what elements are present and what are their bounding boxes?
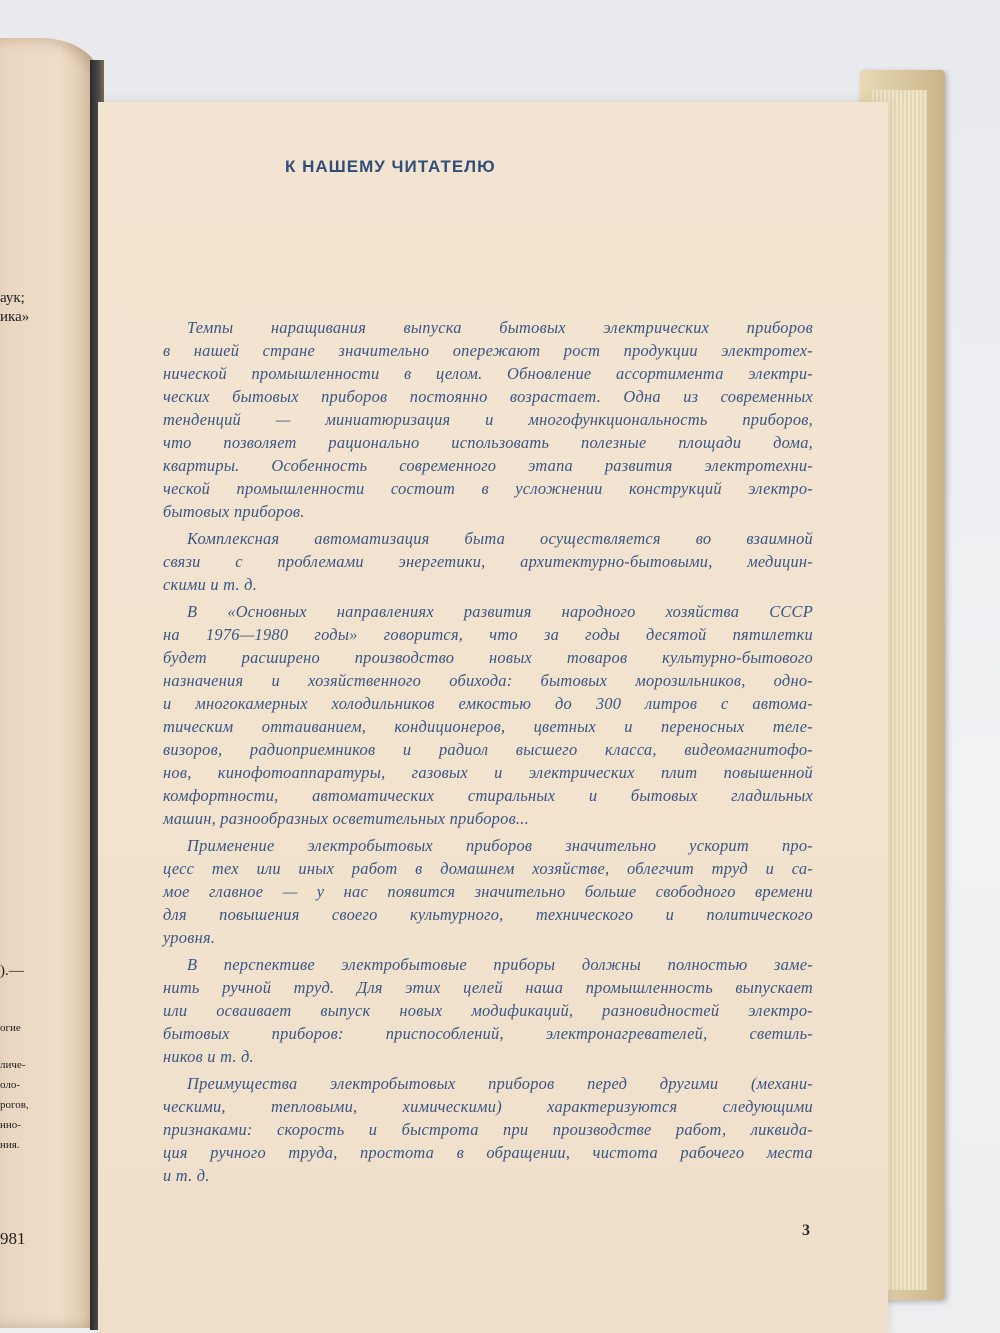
text-line: квартиры. Особенность современного этапа развития электротехни- <box>163 456 813 475</box>
text-line: назначения и хозяйственного обихода: бытовых морозильников, одно- <box>163 671 813 690</box>
left-page-fragment: ).— <box>0 963 24 979</box>
left-page-fragment: ния. <box>0 1139 20 1151</box>
page-heading: К НАШЕМУ ЧИТАТЕЛЮ <box>285 157 496 176</box>
text-line: или осваивает выпуск новых модификаций, разновидностей электро- <box>163 1001 813 1020</box>
left-page-fragment: аук; <box>0 290 25 306</box>
left-page-fragment: личе- <box>0 1059 26 1071</box>
left-page-fragment: огие <box>0 1022 21 1034</box>
text-line: ческой промышленности состоит в усложнении конструкций электро- <box>163 479 813 498</box>
text-line: ников и т. д. <box>163 1047 254 1066</box>
text-line: бытовых приборов: приспособлений, электронагревателей, светиль- <box>163 1024 813 1043</box>
text-line: ческих бытовых приборов постоянно возрастает. Одна из современных <box>163 387 813 406</box>
text-line: Темпы наращивания выпуска бытовых электрических приборов <box>187 318 813 337</box>
body-text <box>163 316 813 1187</box>
text-line: нов, кинофотоаппаратуры, газовых и электрических плит повышенной <box>163 763 813 782</box>
text-line: В «Основных направлениях развития народного хозяйства СССР <box>187 602 813 621</box>
text-line: нить ручной труд. Для этих целей наша промышленность выпускает <box>163 978 813 997</box>
text-line: визоров, радиоприемников и радиол высшего класса, видеомагнитофо- <box>163 740 813 759</box>
text-line: признаками: скорость и быстрота при производстве работ, ликвида- <box>163 1120 813 1139</box>
text-line: мое главное — у нас появится значительно больше свободного времени <box>163 882 813 901</box>
text-line: и многокамерных холодильников емкостью до 300 литров с автома- <box>163 694 813 713</box>
text-line: нической промышленности в целом. Обновление ассортимента электри- <box>163 364 813 383</box>
text-line: Комплексная автоматизация быта осуществляется во взаимной <box>187 529 813 548</box>
text-line: скими и т. д. <box>163 575 258 594</box>
text-line: в нашей стране значительно опережают рост продукции электротех- <box>163 341 813 360</box>
text-line: будет расширено производство новых товаров культурно-бытового <box>163 648 813 667</box>
page-number: 3 <box>802 1222 810 1239</box>
text-line: бытовых приборов. <box>163 502 305 521</box>
text-line: и т. д. <box>163 1166 210 1185</box>
text-line: уровня. <box>163 928 216 947</box>
left-page-fragment: 981 <box>0 1229 26 1248</box>
text-line: на 1976—1980 годы» говорится, что за годы десятой пятилетки <box>163 625 813 644</box>
left-page-fragment: рогов, <box>0 1099 29 1111</box>
text-line: связи с проблемами энергетики, архитектурно-бытовыми, медицин- <box>163 552 813 571</box>
text-line: для повышения своего культурного, технического и политического <box>163 905 813 924</box>
left-page-fragment: нно- <box>0 1119 21 1131</box>
text-line: Применение электробытовых приборов значительно ускорит про- <box>187 836 813 855</box>
text-line: Преимущества электробытовых приборов перед другими (механи- <box>187 1074 813 1093</box>
text-line: комфортности, автоматических стиральных и бытовых гладильных <box>163 786 813 805</box>
left-page-fragment: оло- <box>0 1079 21 1091</box>
text-line: ческими, тепловыми, химическими) характеризуются следующими <box>163 1097 813 1116</box>
text-line: машин, разнообразных осветительных приборов... <box>163 809 529 828</box>
text-line: тенденций — миниатюризация и многофункциональность приборов, <box>163 410 813 429</box>
text-line: В перспективе электробытовые приборы должны полностью заме- <box>187 955 813 974</box>
text-line: тическим оттаиванием, кондиционеров, цветных и переносных теле- <box>163 717 813 736</box>
text-line: что позволяет рационально использовать полезные площади дома, <box>163 433 813 452</box>
left-page-fragment: ика» <box>0 309 30 325</box>
text-line: цесс тех или иных работ в домашнем хозяйстве, облегчит труд и са- <box>163 859 813 878</box>
text-line: ция ручного труда, простота в обращении, чистота рабочего места <box>163 1143 813 1162</box>
